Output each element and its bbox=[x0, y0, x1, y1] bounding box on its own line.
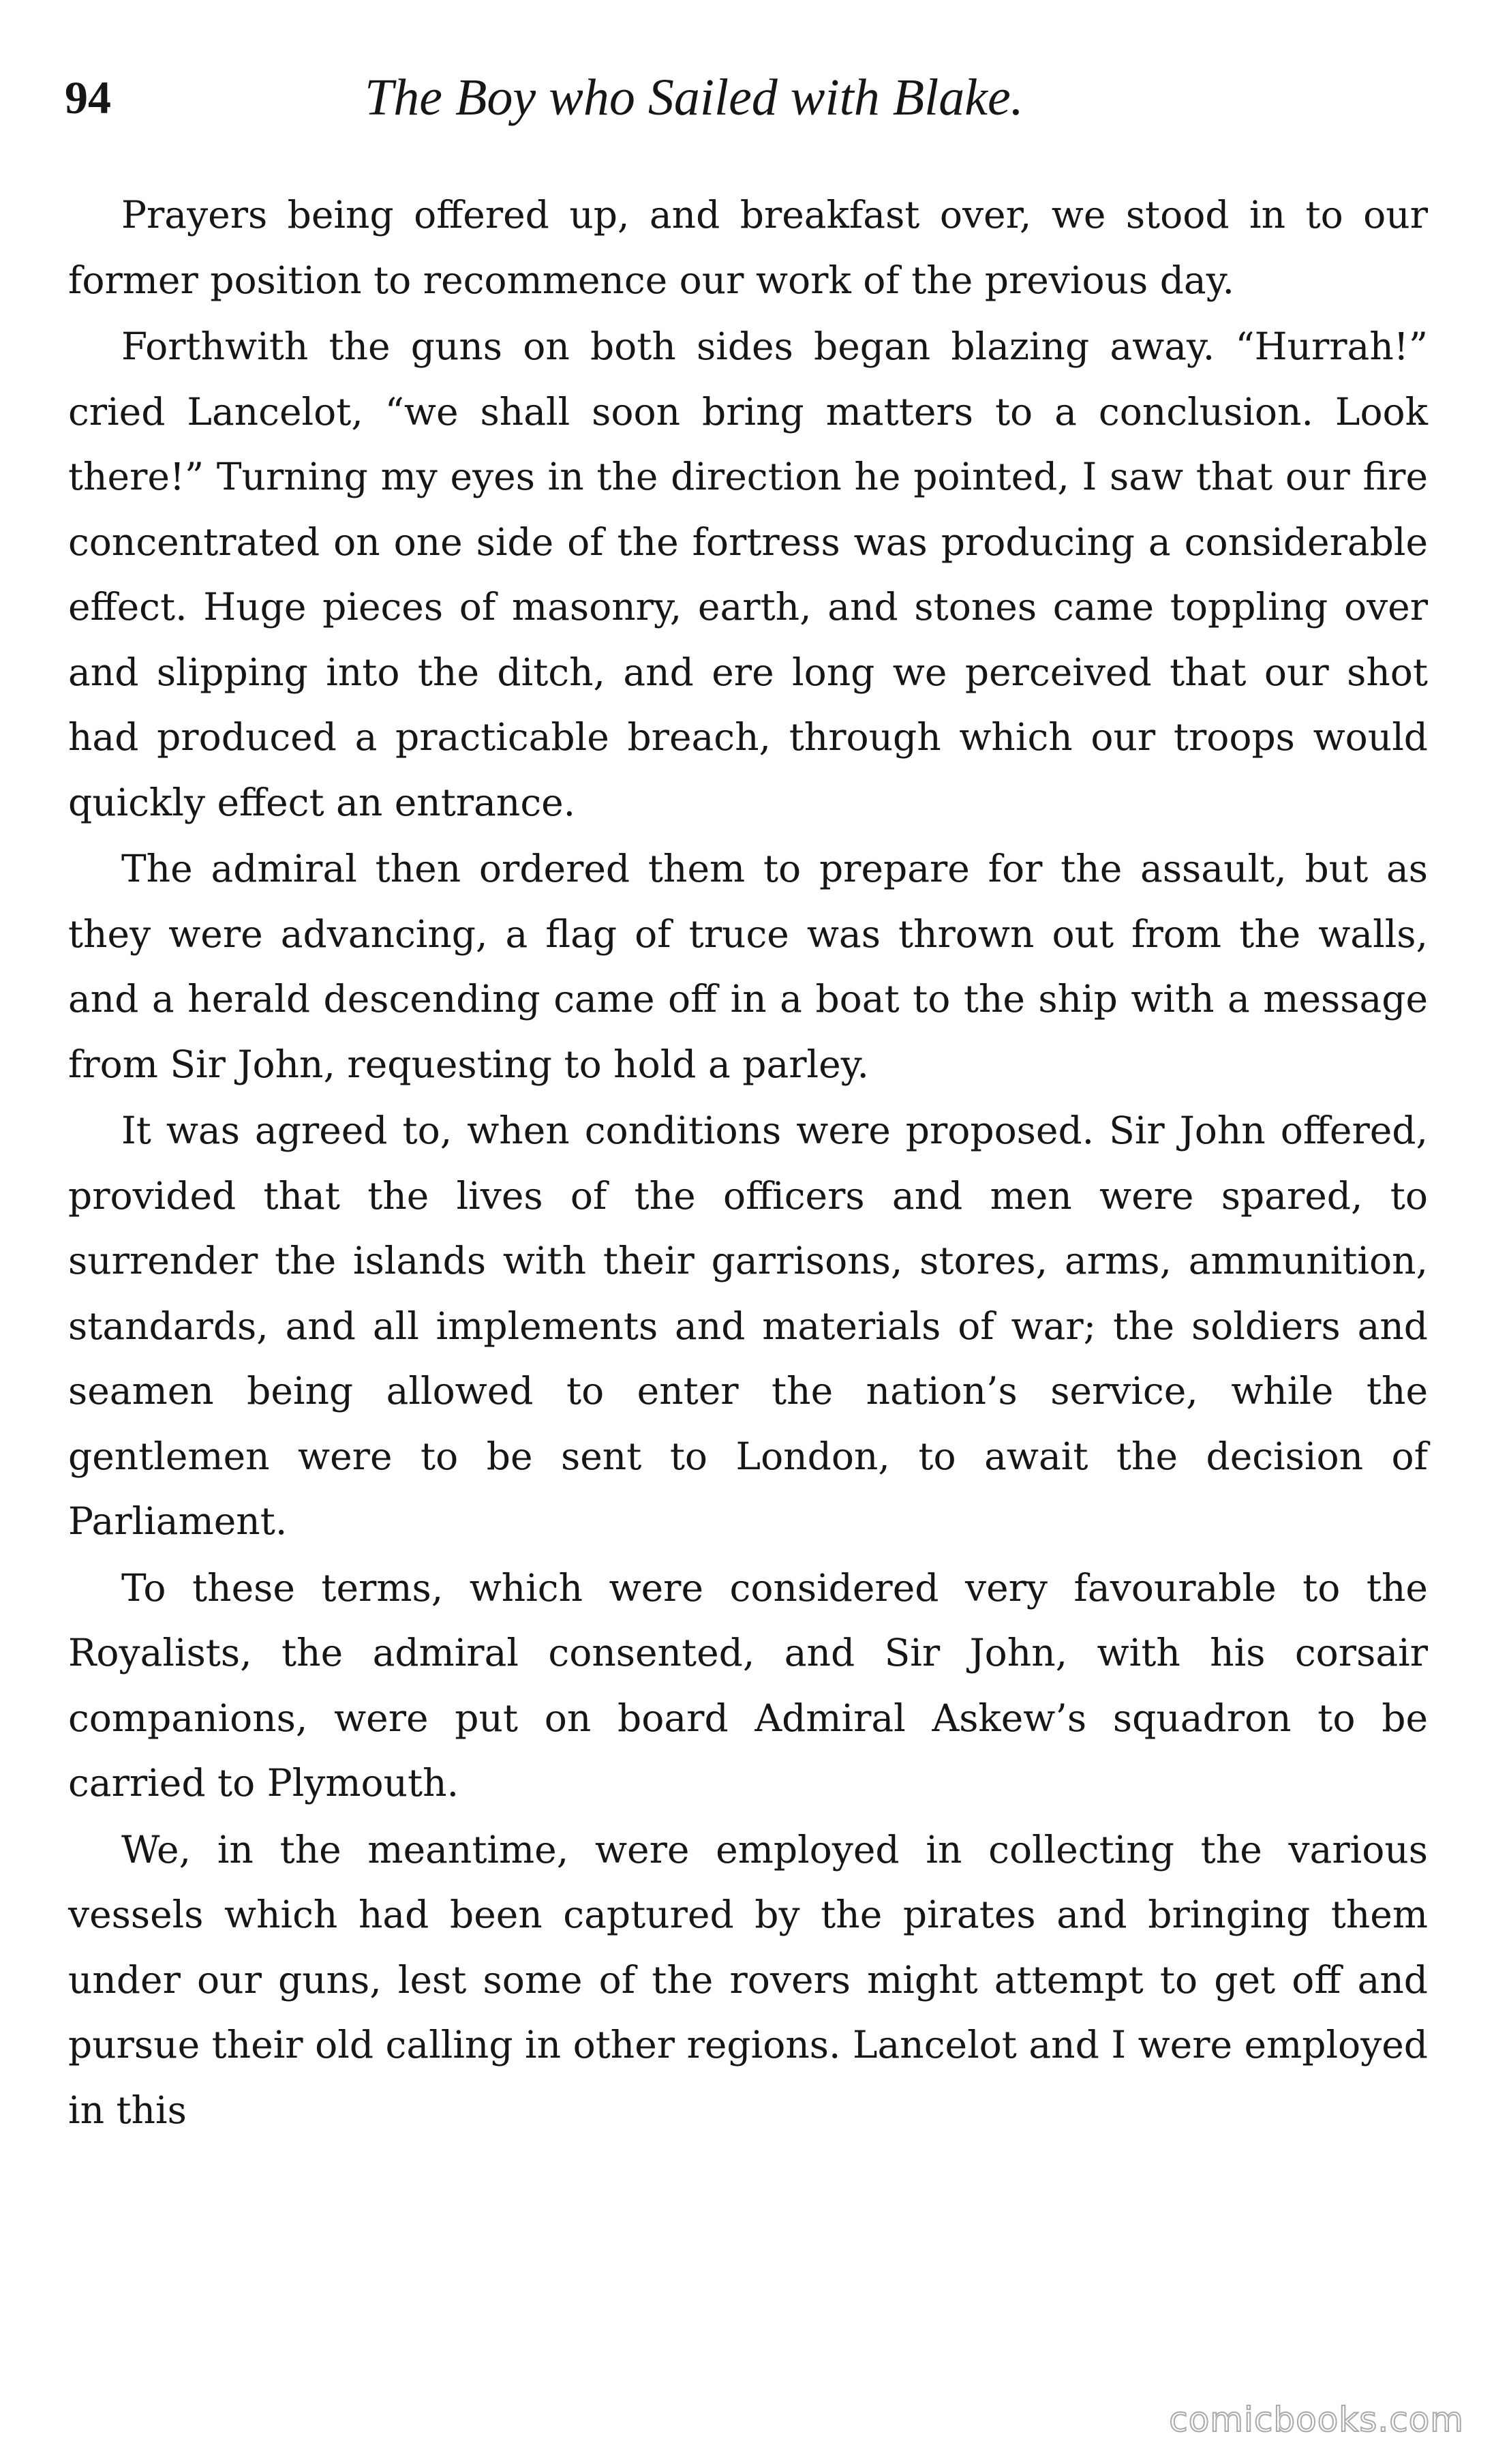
paragraph: The admiral then ordered them to prepare for the assault, but as they were advancing, a flag of truce was thrown out from the walls, and a herald descending came off in a boat to the ship with a message from Sir John, requesting to hold a parley. bbox=[68, 847, 1428, 1086]
running-head bbox=[65, 67, 1429, 128]
paragraph: We, in the meantime, were employed in collecting the various vessels which had been captured by the pirates and bringing them under our guns, lest some of the rovers might attempt to get off and pursue their old calling in other regions. Lancelot and I were employed in this bbox=[68, 1827, 1428, 2132]
paragraph: To these terms, which were considered very favourable to the Royalists, the admiral consented, and Sir John, with his corsair companions, were put on board Admiral Askew’s squadron to be carried to Plymouth. bbox=[68, 1565, 1428, 1805]
body-text bbox=[68, 183, 1428, 2144]
page-number: 94 bbox=[65, 72, 111, 123]
watermark: comicbooks.com bbox=[1169, 2400, 1464, 2439]
running-title: The Boy who Sailed with Blake. bbox=[365, 69, 1024, 126]
paragraph: Forthwith the guns on both sides began blazing away. “Hurrah!” cried Lancelot, “we shall soon bring matters to a conclusion. Look there!” Turning my eyes in the direction he pointed, I saw that our fire concentrated on one side of the fortress was producing a considerable effect. Huge pieces of masonry, earth, and stones came toppling over and slipping into the ditch, and ere long we perceived that our shot had produced a practicable breach, through which our troops would quickly effect an entrance. bbox=[68, 325, 1428, 824]
paragraph: Prayers being offered up, and breakfast over, we stood in to our former position to recommence our work of the previous day. bbox=[68, 193, 1428, 302]
paragraph: It was agreed to, when conditions were proposed. Sir John offered, provided that the lives of the officers and men were spared, to surrender the islands with their garrisons, stores, arms, ammunition, standards, and all implements and materials of war; the soldiers and seamen being allowed to enter the nation’s service, while the gentlemen were to be sent to London, to await the decision of Parliament. bbox=[68, 1109, 1428, 1543]
